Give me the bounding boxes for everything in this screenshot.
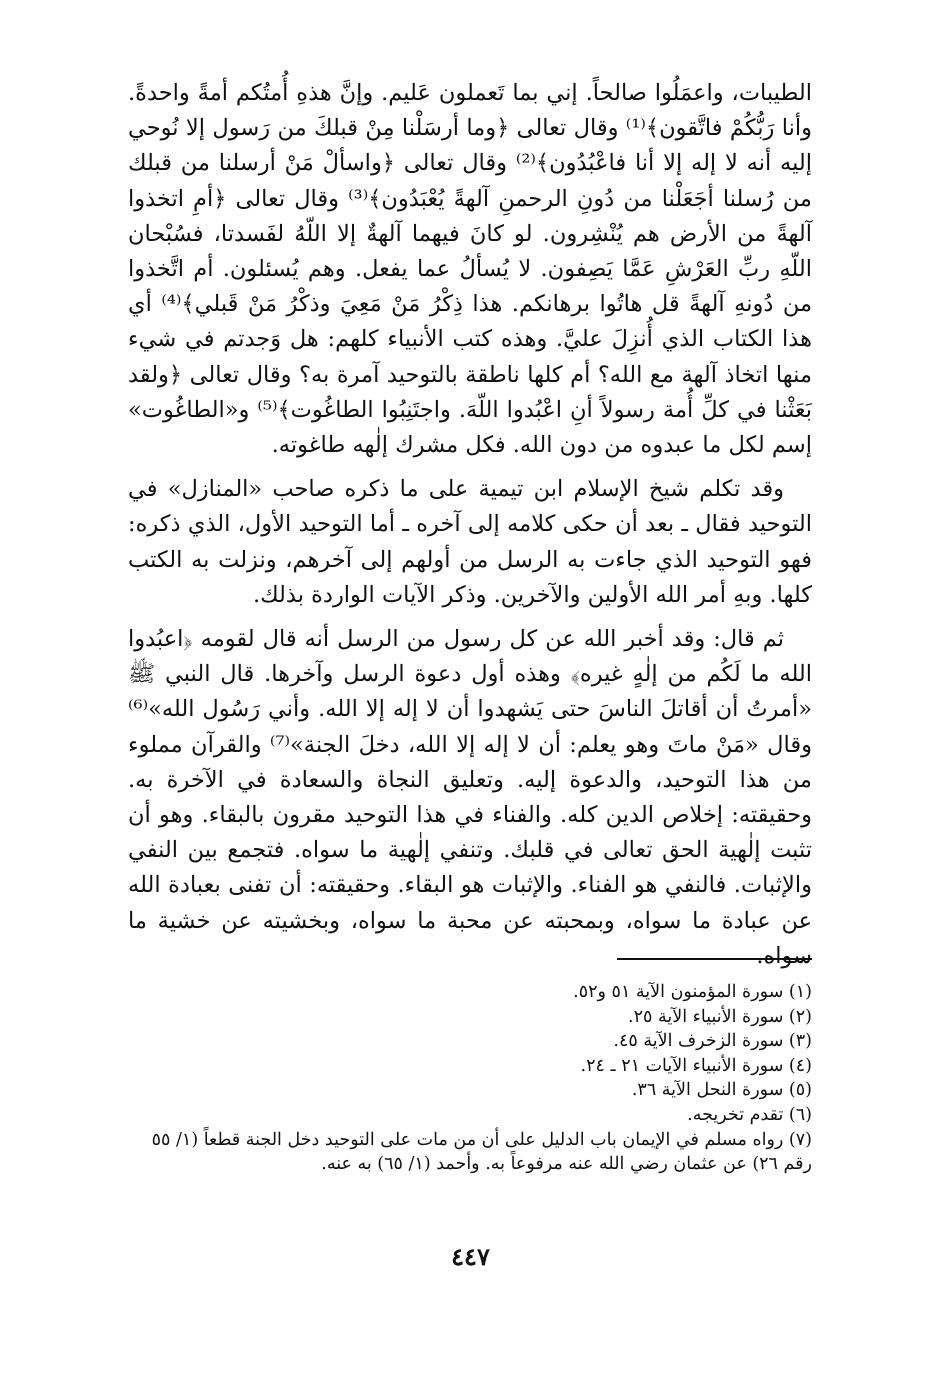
footnote: (٦) تقدم تخريجه. [687,1104,812,1125]
page-number: ٤٤٧ [451,1242,490,1271]
footnote: (٤) سورة الأنبياء الآيات ٢١ ـ ٢٤. [580,1055,812,1076]
footnote: (٣) سورة الزخرف الآية ٤٥. [613,1031,812,1052]
footnote: (٢) سورة الأنبياء الآية ٢٥. [628,1006,812,1027]
main-text [128,76,812,974]
footnotes [128,980,812,1177]
paragraph: ثم قال: وقد أخبر الله عن كل رسول من الرسل أنه قال لقومه ﴿اعبُدوا الله ما لَكُم من إلٰهٍ غيره﴾ وهذه أول دعوة الرسل وآخرها. قال النبي ﷺ «أمرتُ أن أقاتلَ الناسَ حتى يَشهدوا أن لا إله إلا الله. وأني رَسُول الله»⁽⁶⁾ وقال «مَنْ ماتَ وهو يعلم: أن لا إله إلا الله، دخلَ الجنة»⁽⁷⁾ والقرآن مملوء من هذا التوحيد، والدعوة إليه. وتعليق النجاة والسعادة في الآخرة به. وحقيقته: إخلاص الدين كله. والفناء في هذا التوحيد مقرون بالبقاء. وهو أن تثبت إلٰهية الحق تعالى في قلبك. وتنفي إلٰهية ما سواه. فتجمع بين النفي والإثبات. فالنفي هو الفناء. والإثبات هو البقاء. وحقيقته: أن تفنى بعبادة الله عن عبادة ما سواه، وبمحبته عن محبة ما سواه، وبخشيته عن خشية ما سواه. [128,626,812,969]
paragraph: وقد تكلم شيخ الإسلام ابن تيمية على ما ذكره صاحب «المنازل» في التوحيد فقال ـ بعد أن حكى كلامه إلى آخره ـ أما التوحيد الأول، الذي ذكره: فهو التوحيد الذي جاءت به الرسل من أولهم إلى آخرهم، ونزلت به الكتب كلها. وبهِ أمر الله الأولين والآخرين. وذكر الآيات الواردة بذلك. [128,476,812,608]
footnote: (٥) سورة النحل الآية ٣٦. [631,1080,812,1101]
footnote-divider [617,958,812,960]
footnote: (٧) رواه مسلم في الإيمان باب الدليل على أن من مات على التوحيد دخل الجنة قطعاً (١/ ٥٥ رقم ٢٦) عن عثمان رضي الله عنه مرفوعاً به. وأحمد (١/ ٦٥) به عنه. [151,1129,812,1175]
paragraph: الطيبات، واعمَلُوا صالحاً. إني بما تَعملون عَليم. وإنَّ هذهِ أُمتُكم أمةً واحدةً. وأنا رَبُّكُمْ فاتَّقون﴾⁽¹⁾ وقال تعالى ﴿وما أرسَلْنا مِنْ قبلكَ من رَسول إلا نُوحي إليه أنه لا إله إلا أنا فاعْبُدُون﴾⁽²⁾ وقال تعالى ﴿واسألْ مَنْ أرسلنا من قبلك من رُسلنا أجَعَلْنا من دُونِ الرحمنِ آلهةً يُعْبَدُون﴾⁽³⁾ وقال تعالى ﴿أمِ اتخذوا آلهةً من الأرض هم يُنْشِرون. لو كانَ فيهما آلهةٌ إلا اللّهُ لفَسدتا، فسُبْحان اللّهِ ربِّ العَرْشِ عَمَّا يَصِفون. لا يُسألُ عما يفعل. وهم يُسئلون. أم اتَّخذوا من دُونهِ آلهةً قل هاتُوا برهانكم. هذا ذِكْرُ مَنْ مَعِيَ وذكْرُ مَنْ قَبلي﴾⁽⁴⁾ أي هذا الكتاب الذي أُنزِلَ عليَّ. وهذه كتب الأنبياء كلهم: هل وَجدتم في شيء منها اتخاذ آلهة مع الله؟ أم كلها ناطقة بالتوحيد آمرة به؟ وقال تعالى ﴿ولقد بَعَثْنا في كلِّ أُمة رسولاً أنِ اعْبُدوا اللّهَ. واجتَنِبُوا الطاغُوت﴾⁽⁵⁾ و«الطاغُوت» إسم لكل ما عبدوه من دون الله. فكل مشرك إلٰهه طاغوته. [128,80,812,459]
footnote: (١) سورة المؤمنون الآية ٥١ و٥٢. [573,982,812,1002]
